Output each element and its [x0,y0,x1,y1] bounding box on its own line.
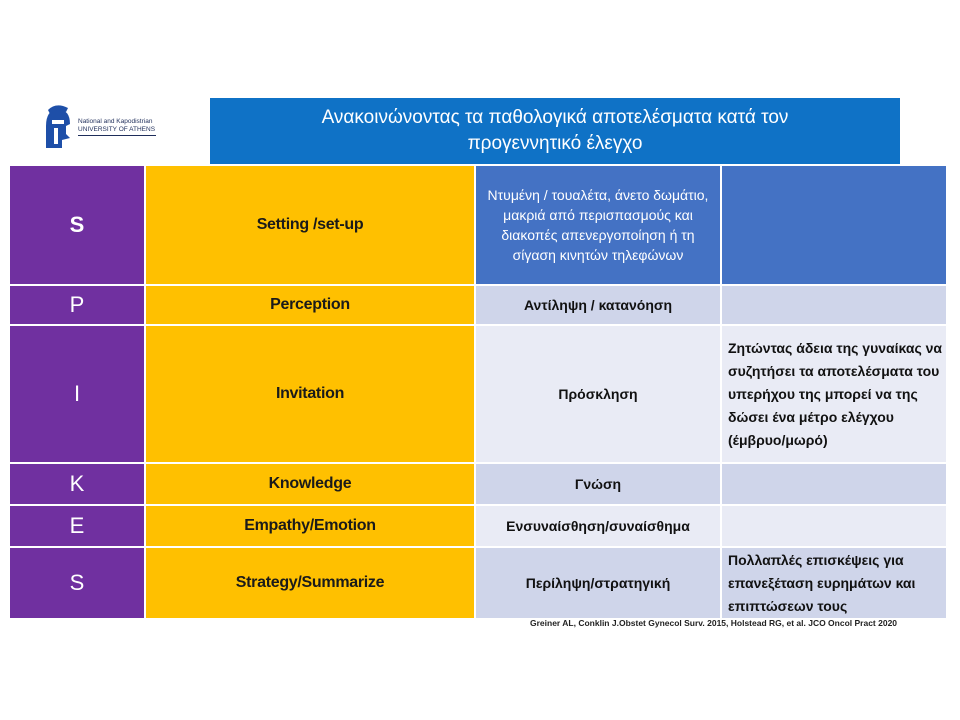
note-cell [722,506,946,546]
table-row-p [10,286,946,326]
term-cell: Empathy/Emotion [146,506,476,546]
table-row-s [10,166,946,286]
university-logo [40,104,170,158]
table-row-e [10,506,946,548]
slide-title [210,98,900,164]
title-line-1: Ανακοινώνοντας τα παθολογικά αποτελέσματα κατά τον [321,107,789,128]
table-row-k [10,464,946,506]
description-cell: Ντυμένη / τουαλέτα, άνετο δωμάτιο, μακριά από περισπασμούς και διακοπές απενεργοποίηση ή τη σίγαση κινητών τηλεφώνων [476,166,722,284]
letter-cell: K [10,464,146,504]
term-cell: Setting /set-up [146,166,476,284]
table-row-s2 [10,548,946,618]
table-row-i [10,326,946,464]
letter-cell: I [10,326,146,462]
term-cell: Strategy/Summarize [146,548,476,618]
term-cell: Invitation [146,326,476,462]
helmet-logo-icon [40,104,74,154]
logo-text: National and Kapodistrian UNIVERSITY OF ATHENS [78,118,156,133]
note-cell: Πολλαπλές επισκέψεις για επανεξέταση ευρημάτων και επιπτώσεων τους [722,548,946,618]
letter-cell: S [10,166,146,284]
description-cell: Αντίληψη / κατανόηση [476,286,722,324]
term-cell: Knowledge [146,464,476,504]
note-cell: Ζητώντας άδεια της γυναίκας να συζητήσει τα αποτελέσματα του υπερήχου της μπορεί να της δώσει ένα μέτρο ελέγχου (έμβρυο/μωρό) [722,326,946,462]
letter-cell: P [10,286,146,324]
letter-cell: E [10,506,146,546]
description-cell: Γνώση [476,464,722,504]
citation: Greiner AL, Conklin J.Obstet Gynecol Surv. 2015, Holstead RG, et al. JCO Oncol Pract 2020 [530,618,898,628]
spikes-table [10,166,946,618]
note-cell [722,464,946,504]
title-line-2: προγεννητικό έλεγχο [467,133,643,154]
note-cell [722,166,946,284]
term-cell: Perception [146,286,476,324]
letter-cell: S [10,548,146,618]
logo-underline [78,135,156,136]
note-cell [722,286,946,324]
description-cell: Πρόσκληση [476,326,722,462]
description-cell: Ενσυναίσθηση/συναίσθημα [476,506,722,546]
description-cell: Περίληψη/στρατηγική [476,548,722,618]
